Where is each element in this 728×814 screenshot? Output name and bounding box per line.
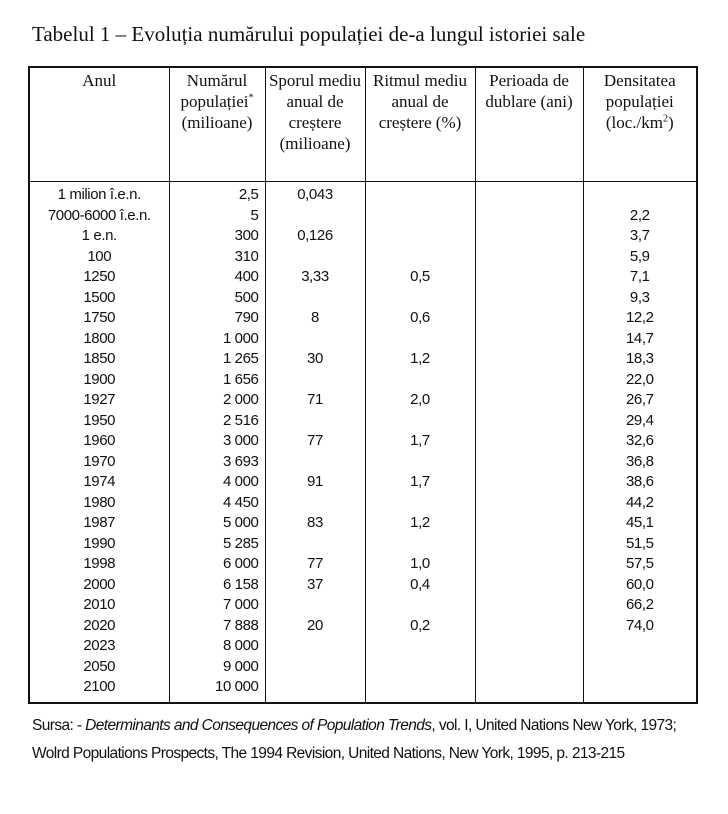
cell-population: 3 000	[169, 431, 265, 452]
table-row	[29, 657, 697, 678]
table-row	[29, 267, 697, 288]
cell-year: 2100	[29, 677, 169, 703]
cell-growth	[265, 534, 365, 555]
cell-growth	[265, 677, 365, 703]
cell-population: 1 000	[169, 329, 265, 350]
cell-doubling	[475, 554, 583, 575]
cell-density: 36,8	[583, 452, 697, 473]
cell-year: 1750	[29, 308, 169, 329]
header-density-line1: Densitatea populației	[603, 71, 676, 111]
cell-doubling	[475, 206, 583, 227]
footnote-asterisk: *	[248, 92, 254, 104]
population-table	[28, 66, 698, 704]
cell-year: 1927	[29, 390, 169, 411]
cell-doubling	[475, 329, 583, 350]
cell-growth: 30	[265, 349, 365, 370]
cell-rate: 1,0	[365, 554, 475, 575]
cell-density: 22,0	[583, 370, 697, 391]
cell-doubling	[475, 247, 583, 268]
cell-growth: 77	[265, 554, 365, 575]
cell-rate	[365, 226, 475, 247]
cell-growth: 0,126	[265, 226, 365, 247]
cell-growth	[265, 206, 365, 227]
cell-rate: 2,0	[365, 390, 475, 411]
cell-population: 2 000	[169, 390, 265, 411]
cell-doubling	[475, 616, 583, 637]
cell-doubling	[475, 493, 583, 514]
table-row	[29, 370, 697, 391]
cell-year: 1960	[29, 431, 169, 452]
header-density-unit-close: )	[667, 113, 674, 132]
cell-growth	[265, 247, 365, 268]
header-doubling: Perioada de dublare (ani)	[475, 67, 583, 182]
cell-year: 1800	[29, 329, 169, 350]
cell-density: 60,0	[583, 575, 697, 596]
cell-growth	[265, 411, 365, 432]
cell-population: 6 000	[169, 554, 265, 575]
cell-density	[583, 677, 697, 703]
cell-doubling	[475, 288, 583, 309]
cell-year: 100	[29, 247, 169, 268]
cell-population: 500	[169, 288, 265, 309]
cell-year: 2023	[29, 636, 169, 657]
cell-population: 5 285	[169, 534, 265, 555]
cell-population: 6 158	[169, 575, 265, 596]
cell-year: 1850	[29, 349, 169, 370]
cell-population: 4 000	[169, 472, 265, 493]
cell-density: 38,6	[583, 472, 697, 493]
cell-doubling	[475, 595, 583, 616]
cell-density: 44,2	[583, 493, 697, 514]
cell-rate	[365, 636, 475, 657]
table-row	[29, 226, 697, 247]
cell-year: 1990	[29, 534, 169, 555]
cell-doubling	[475, 513, 583, 534]
cell-population: 1 656	[169, 370, 265, 391]
table-row	[29, 636, 697, 657]
table-row	[29, 308, 697, 329]
cell-population: 300	[169, 226, 265, 247]
table-row	[29, 616, 697, 637]
cell-density	[583, 657, 697, 678]
cell-year: 2020	[29, 616, 169, 637]
header-density	[583, 67, 697, 182]
cell-year: 1900	[29, 370, 169, 391]
cell-rate	[365, 452, 475, 473]
cell-population: 310	[169, 247, 265, 268]
cell-growth	[265, 636, 365, 657]
cell-population: 7 000	[169, 595, 265, 616]
cell-density: 18,3	[583, 349, 697, 370]
header-density-superscript: 2	[662, 113, 668, 125]
cell-density: 3,7	[583, 226, 697, 247]
table-row	[29, 206, 697, 227]
cell-rate	[365, 411, 475, 432]
cell-doubling	[475, 677, 583, 703]
table-row	[29, 534, 697, 555]
cell-population: 5	[169, 206, 265, 227]
cell-population: 5 000	[169, 513, 265, 534]
table-row	[29, 349, 697, 370]
cell-doubling	[475, 267, 583, 288]
header-rate: Ritmul mediu anual de creștere (%)	[365, 67, 475, 182]
cell-rate: 0,6	[365, 308, 475, 329]
cell-doubling	[475, 575, 583, 596]
cell-year: 2010	[29, 595, 169, 616]
header-population-line1: Numărul	[186, 71, 248, 90]
cell-rate	[365, 182, 475, 206]
cell-year: 1998	[29, 554, 169, 575]
cell-doubling	[475, 657, 583, 678]
cell-population: 1 265	[169, 349, 265, 370]
cell-density: 9,3	[583, 288, 697, 309]
cell-growth: 77	[265, 431, 365, 452]
cell-year: 2000	[29, 575, 169, 596]
header-row	[29, 67, 697, 182]
cell-year: 2050	[29, 657, 169, 678]
table-row	[29, 329, 697, 350]
header-year: Anul	[29, 67, 169, 182]
cell-population: 10 000	[169, 677, 265, 703]
cell-doubling	[475, 349, 583, 370]
table-body	[29, 182, 697, 703]
cell-doubling	[475, 411, 583, 432]
table-row	[29, 575, 697, 596]
header-population-unit: (milioane)	[181, 113, 253, 132]
table-row	[29, 472, 697, 493]
cell-rate	[365, 657, 475, 678]
cell-population: 790	[169, 308, 265, 329]
cell-rate: 1,2	[365, 513, 475, 534]
cell-year: 1250	[29, 267, 169, 288]
table-row	[29, 411, 697, 432]
header-population	[169, 67, 265, 182]
cell-population: 7 888	[169, 616, 265, 637]
cell-growth: 37	[265, 575, 365, 596]
cell-density: 12,2	[583, 308, 697, 329]
header-growth: Sporul mediu anual de creștere (milioane)	[265, 67, 365, 182]
cell-rate	[365, 329, 475, 350]
cell-density: 26,7	[583, 390, 697, 411]
cell-rate: 1,2	[365, 349, 475, 370]
cell-growth: 0,043	[265, 182, 365, 206]
cell-growth	[265, 657, 365, 678]
table-row	[29, 554, 697, 575]
cell-year: 1980	[29, 493, 169, 514]
cell-doubling	[475, 452, 583, 473]
cell-density: 45,1	[583, 513, 697, 534]
cell-population: 2 516	[169, 411, 265, 432]
cell-density: 2,2	[583, 206, 697, 227]
cell-density: 5,9	[583, 247, 697, 268]
cell-year: 1974	[29, 472, 169, 493]
cell-year: 1950	[29, 411, 169, 432]
table-row	[29, 493, 697, 514]
cell-year: 1 e.n.	[29, 226, 169, 247]
cell-doubling	[475, 226, 583, 247]
cell-year: 1987	[29, 513, 169, 534]
cell-growth	[265, 595, 365, 616]
cell-growth: 3,33	[265, 267, 365, 288]
cell-population: 2,5	[169, 182, 265, 206]
cell-year: 1500	[29, 288, 169, 309]
cell-rate	[365, 206, 475, 227]
cell-doubling	[475, 390, 583, 411]
table-row	[29, 390, 697, 411]
cell-population: 400	[169, 267, 265, 288]
cell-rate	[365, 288, 475, 309]
cell-population: 8 000	[169, 636, 265, 657]
header-population-line2: populației	[180, 92, 249, 111]
cell-doubling	[475, 308, 583, 329]
cell-population: 3 693	[169, 452, 265, 473]
table-row	[29, 182, 697, 206]
table-title: Tabelul 1 – Evoluția numărului populației de-a lungul istoriei sale	[32, 22, 586, 46]
cell-rate	[365, 677, 475, 703]
cell-doubling	[475, 431, 583, 452]
source-details: , vol. I, United Nations New York, 1973; Wolrd Populations Prospects, The 1994 Revision, United Nations, New York, 1995, p. 213-215	[32, 717, 677, 762]
cell-doubling	[475, 182, 583, 206]
cell-density: 32,6	[583, 431, 697, 452]
cell-growth	[265, 493, 365, 514]
cell-year: 1 milion î.e.n.	[29, 182, 169, 206]
header-density-unit: (loc./km	[605, 113, 663, 132]
cell-growth	[265, 329, 365, 350]
cell-density	[583, 636, 697, 657]
cell-rate	[365, 534, 475, 555]
cell-doubling	[475, 472, 583, 493]
cell-doubling	[475, 534, 583, 555]
cell-growth	[265, 370, 365, 391]
cell-population: 4 450	[169, 493, 265, 514]
cell-rate: 1,7	[365, 431, 475, 452]
cell-rate: 0,4	[365, 575, 475, 596]
source-prefix: Sursa: -	[32, 717, 86, 734]
cell-year: 1970	[29, 452, 169, 473]
cell-growth	[265, 288, 365, 309]
cell-density: 14,7	[583, 329, 697, 350]
table-row	[29, 452, 697, 473]
table-row	[29, 513, 697, 534]
cell-growth: 83	[265, 513, 365, 534]
cell-density	[583, 182, 697, 206]
cell-doubling	[475, 370, 583, 391]
cell-rate	[365, 493, 475, 514]
cell-growth: 8	[265, 308, 365, 329]
cell-rate	[365, 247, 475, 268]
cell-growth: 20	[265, 616, 365, 637]
cell-rate: 0,5	[365, 267, 475, 288]
cell-density: 7,1	[583, 267, 697, 288]
cell-growth	[265, 452, 365, 473]
cell-density: 51,5	[583, 534, 697, 555]
table-row	[29, 595, 697, 616]
cell-growth: 91	[265, 472, 365, 493]
cell-growth: 71	[265, 390, 365, 411]
cell-population: 9 000	[169, 657, 265, 678]
cell-density: 66,2	[583, 595, 697, 616]
table-row	[29, 677, 697, 703]
table-row	[29, 288, 697, 309]
cell-doubling	[475, 636, 583, 657]
cell-rate	[365, 595, 475, 616]
cell-year: 7000-6000 î.e.n.	[29, 206, 169, 227]
cell-rate: 0,2	[365, 616, 475, 637]
source-note	[32, 712, 702, 768]
cell-rate: 1,7	[365, 472, 475, 493]
cell-rate	[365, 370, 475, 391]
source-title: Determinants and Consequences of Population Trends	[85, 717, 432, 734]
table-row	[29, 431, 697, 452]
cell-density: 74,0	[583, 616, 697, 637]
cell-density: 29,4	[583, 411, 697, 432]
table-row	[29, 247, 697, 268]
cell-density: 57,5	[583, 554, 697, 575]
